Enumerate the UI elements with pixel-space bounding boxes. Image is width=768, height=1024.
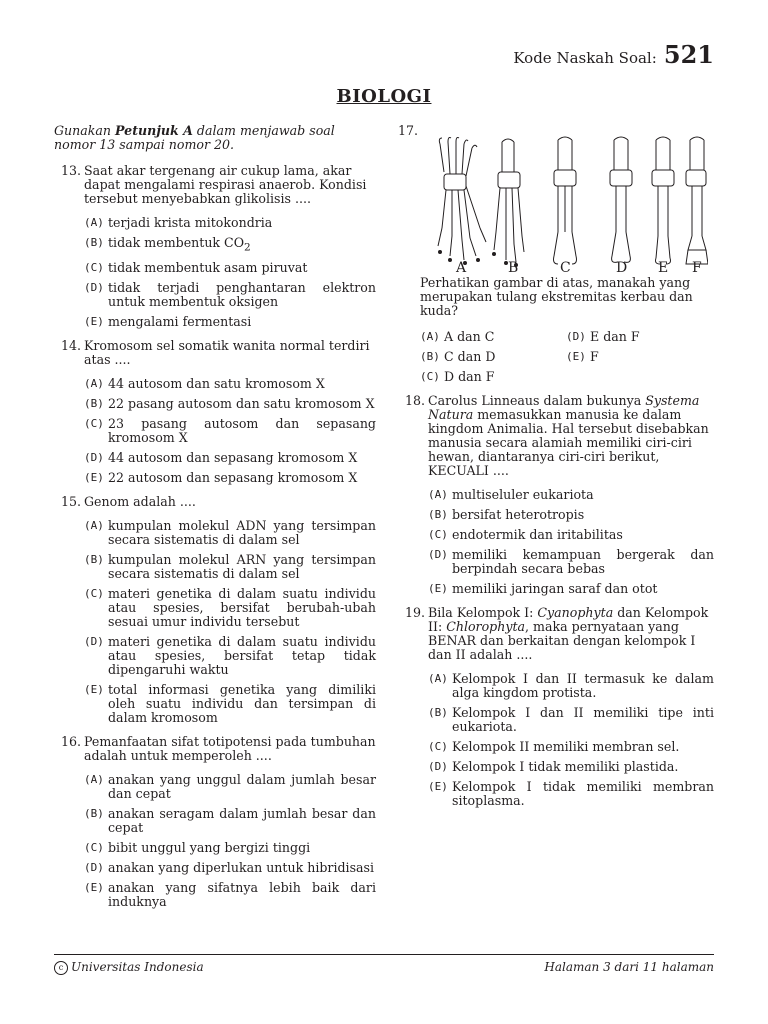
left-column (54, 124, 376, 919)
option-text: anakan yang unggul dalam jumlah besar dan cepat (108, 771, 376, 801)
option-letter: (E) (566, 350, 586, 363)
option-e[interactable] (84, 683, 376, 725)
option-b[interactable] (84, 807, 376, 835)
bone-figure-d (610, 137, 632, 262)
taxon-chlorophyta: Chlorophyta (446, 619, 526, 634)
option-b[interactable] (428, 706, 714, 734)
option-b[interactable] (428, 508, 714, 522)
question-number: 17. (398, 123, 419, 138)
option-text: terjadi krista mitokondria (108, 215, 273, 230)
option-letter: (E) (428, 582, 448, 595)
option-text: bibit unggul yang bergizi tinggi (108, 839, 311, 855)
option-d[interactable] (428, 760, 714, 774)
instruction-bold: Petunjuk A (115, 123, 193, 138)
figure-label-e: E (658, 260, 669, 272)
option-text: materi genetika di dalam suatu individu atau spesies, bersifat berubah-ubah sesuai umur individu tersebut (108, 585, 376, 629)
option-letter: (A) (420, 330, 440, 343)
option-text: C dan D (444, 349, 496, 364)
limb-bones-illustration (418, 132, 708, 272)
option-letter: (D) (84, 280, 104, 294)
option-a[interactable] (84, 216, 376, 230)
question-text-pre: Carolus Linneaus dalam bukunya (428, 393, 646, 408)
option-text: Kelompok I dan II termasuk ke dalam alga kingdom protista. (452, 671, 714, 700)
limb-bones-figure (418, 132, 708, 272)
bone-figure-a (438, 138, 486, 265)
option-letter: (E) (84, 880, 104, 894)
footer-page-number: Halaman 3 dari 11 halaman (544, 960, 714, 974)
option-e[interactable] (428, 582, 714, 596)
option-text: tidak membentuk asam piruvat (108, 259, 308, 275)
option-text: anakan seragam dalam jumlah besar dan cepat (108, 805, 376, 835)
book-title: Systema Natura (428, 393, 700, 422)
question-number: 14. (61, 337, 82, 353)
option-text: D dan F (444, 369, 495, 384)
option-letter: (D) (566, 330, 586, 343)
bone-figure-f (686, 137, 708, 264)
option-letter: (B) (420, 350, 440, 363)
option-text: total informasi genetika yang dimiliki oleh suatu individu dan tersimpan di dalam kromosom (108, 681, 376, 725)
option-text: tidak membentuk CO (108, 235, 245, 250)
question-text: Kromosom sel somatik wanita normal terdiri atas .... (84, 337, 370, 367)
option-letter: (E) (84, 470, 104, 484)
option-letter: (C) (84, 416, 104, 430)
option-c[interactable] (428, 740, 714, 754)
option-text: kumpulan molekul ADN yang tersimpan secara sistematis di dalam sel (108, 517, 376, 547)
option-letter: (C) (428, 528, 448, 541)
option-text: memiliki kemampuan bergerak dan berpindah secara bebas (452, 547, 714, 576)
instruction-post: dalam menjawab soal nomor 13 sampai nomor 20. (54, 123, 335, 152)
option-a[interactable] (84, 773, 376, 801)
question-text (428, 606, 714, 662)
option-e[interactable] (84, 471, 376, 485)
option-letter: (D) (428, 760, 448, 773)
bone-figure-c (554, 137, 577, 264)
kode-naskah-number: 521 (663, 40, 714, 69)
option-letter: (D) (428, 548, 448, 561)
option-d[interactable] (428, 548, 714, 576)
option-c[interactable] (84, 587, 376, 629)
option-letter: (A) (84, 376, 104, 390)
option-letter: (B) (84, 552, 104, 566)
option-letter: (A) (84, 518, 104, 532)
footer-institution: Universitas Indonesia (71, 960, 204, 974)
question-number: 15. (61, 493, 82, 509)
option-text: Kelompok I tidak memiliki plastida. (452, 759, 679, 774)
question-text: Saat akar tergenang air cukup lama, akar dapat mengalami respirasi anaerob. Kondisi tersebut menyebabkan glikolisis .... (84, 163, 367, 206)
option-letter: (C) (84, 260, 104, 274)
taxon-cyanophyta: Cyanophyta (537, 605, 614, 620)
option-letter: (D) (84, 634, 104, 648)
question-13 (54, 164, 376, 329)
question-number: 19. (405, 605, 426, 620)
question-19 (398, 606, 714, 808)
option-letter: (B) (84, 806, 104, 820)
option-d[interactable] (84, 861, 376, 875)
question-17 (398, 124, 714, 384)
bone-figure-e (652, 137, 674, 264)
option-text: bersifat heterotropis (452, 507, 585, 522)
option-text: Kelompok I tidak memiliki membran sitoplasma. (452, 779, 714, 808)
option-a[interactable] (420, 330, 566, 344)
option-e[interactable] (84, 315, 376, 329)
option-a[interactable] (84, 377, 376, 391)
option-letter: (B) (428, 508, 448, 521)
question-number: 13. (61, 163, 82, 178)
option-text: 23 pasang autosom dan sepasang kromosom X (108, 415, 376, 445)
option-b[interactable] (420, 350, 566, 364)
option-letter: (D) (84, 450, 104, 464)
option-letter: (D) (84, 860, 104, 874)
option-text: mengalami fermentasi (108, 313, 252, 329)
option-c[interactable] (84, 841, 376, 855)
figure-label-a: A (456, 260, 467, 272)
option-d[interactable] (566, 330, 712, 344)
option-text: anakan yang sifatnya lebih baik dari induknya (108, 879, 376, 909)
option-b[interactable] (84, 553, 376, 581)
option-c[interactable] (428, 528, 714, 542)
option-letter: (B) (84, 236, 104, 249)
question-text-post: memasukkan manusia ke dalam kingdom Animalia. Hal tersebut disebabkan manusia secara alamiah memiliki ciri-ciri hewan, diantaranya ciri-ciri berikut, KECUALI .... (428, 407, 709, 478)
option-a[interactable] (428, 488, 714, 502)
instruction (54, 124, 376, 152)
option-c[interactable] (84, 417, 376, 445)
option-e[interactable] (428, 780, 714, 808)
right-column (398, 124, 714, 818)
question-number: 16. (61, 733, 82, 749)
option-text: A dan C (444, 329, 495, 344)
option-text: Kelompok I dan II memiliki tipe inti eukariota. (452, 705, 714, 734)
footer-divider (54, 954, 714, 955)
figure-label-c: C (560, 260, 571, 272)
question-text-c: , maka pernyataan yang BENAR dan berkaitan dengan kelompok I dan II adalah .... (428, 619, 696, 662)
option-a[interactable] (428, 672, 714, 700)
kode-naskah-label: Kode Naskah Soal: (513, 49, 657, 67)
question-text: Perhatikan gambar di atas, manakah yang merupakan tulang ekstremitas kerbau dan kuda? (420, 275, 693, 318)
option-letter: (E) (84, 314, 104, 328)
question-16 (54, 735, 376, 909)
option-letter: (E) (84, 682, 104, 696)
option-letter: (A) (84, 216, 104, 229)
option-text: anakan yang diperlukan untuk hibridisasi (108, 859, 375, 875)
option-letter: (C) (84, 586, 104, 600)
bone-figure-b (493, 139, 525, 267)
option-d[interactable] (84, 451, 376, 465)
option-text: kumpulan molekul ARN yang tersimpan secara sistematis di dalam sel (108, 551, 376, 581)
option-e[interactable] (566, 350, 712, 364)
option-text: materi genetika di dalam suatu individu atau spesies, bersifat tetap tidak dipengaruhi waktu (108, 633, 376, 677)
option-text: Kelompok II memiliki membran sel. (452, 739, 680, 754)
question-text (428, 394, 714, 478)
option-subscript: 2 (244, 241, 251, 254)
option-c[interactable] (420, 370, 566, 384)
question-text: Pemanfaatan sifat totipotensi pada tumbuhan adalah untuk memperoleh .... (84, 733, 376, 763)
option-text: E dan F (590, 329, 640, 344)
option-text: 44 autosom dan sepasang kromosom X (108, 449, 358, 465)
option-letter: (A) (428, 672, 448, 685)
option-d[interactable] (84, 635, 376, 677)
option-text: 44 autosom dan satu kromosom X (108, 375, 325, 391)
option-text: 22 autosom dan sepasang kromosom X (108, 469, 358, 485)
header (513, 40, 714, 69)
option-text: 22 pasang autosom dan satu kromosom X (108, 395, 375, 411)
figure-label-f: F (692, 260, 702, 272)
option-letter: (A) (84, 772, 104, 786)
question-text-b: dan Kelompok II: (428, 605, 709, 634)
options-grid (420, 330, 714, 384)
option-letter: (C) (420, 370, 440, 383)
option-text: tidak terjadi penghantaran elektron untuk membentuk oksigen (108, 279, 376, 309)
option-e[interactable] (84, 881, 376, 909)
figure-label-b: B (508, 260, 519, 272)
option-letter: (B) (428, 706, 448, 719)
page-title: BIOLOGI (336, 86, 432, 107)
footer-copyright (54, 960, 204, 975)
question-text: Genom adalah .... (84, 493, 196, 509)
figure-label-d: D (616, 260, 628, 272)
instruction-pre: Gunakan (54, 123, 116, 138)
question-14 (54, 339, 376, 485)
option-b[interactable] (84, 236, 376, 255)
question-15 (54, 495, 376, 725)
question-18 (398, 394, 714, 596)
option-letter: (C) (84, 840, 104, 854)
option-letter: (E) (428, 780, 448, 793)
option-text: F (590, 349, 599, 364)
option-letter: (A) (428, 488, 448, 501)
option-letter: (B) (84, 396, 104, 410)
option-letter: (C) (428, 740, 448, 753)
option-a[interactable] (84, 519, 376, 547)
option-d[interactable] (84, 281, 376, 309)
option-text: endotermik dan iritabilitas (452, 527, 623, 542)
option-text: multiseluler eukariota (452, 487, 594, 502)
option-b[interactable] (84, 397, 376, 411)
option-c[interactable] (84, 261, 376, 275)
copyright-icon: c (54, 961, 68, 975)
question-text-a: Bila Kelompok I: (428, 605, 538, 620)
question-number: 18. (405, 393, 426, 408)
option-text: memiliki jaringan saraf dan otot (452, 581, 658, 596)
